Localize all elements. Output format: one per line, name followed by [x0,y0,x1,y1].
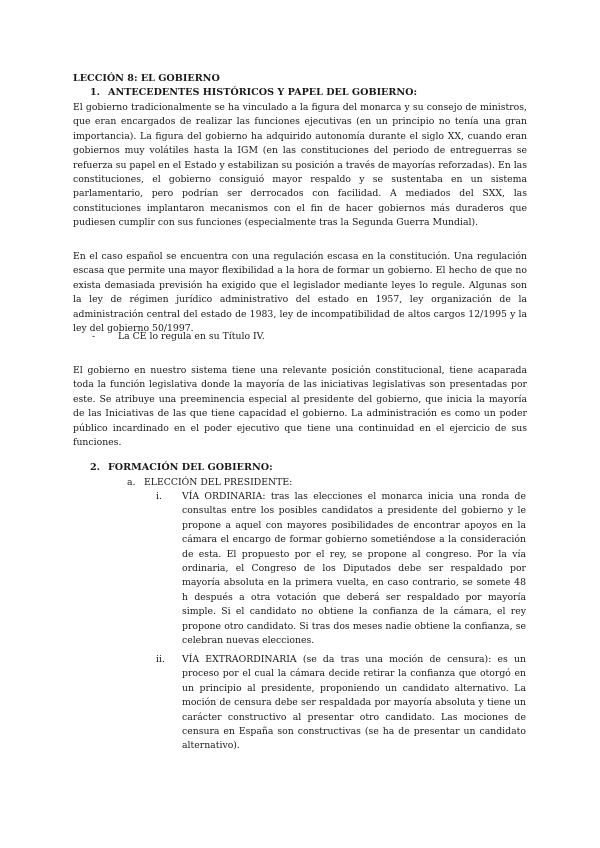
section-1-heading [90,86,417,100]
list-marker-i: i. [156,491,162,502]
section-2-heading [90,461,273,475]
subsection-a-letter: a. [127,477,136,488]
list-item-extraordinary-route [148,653,526,754]
section-2-title: FORMACIÓN DEL GOBIERNO: [108,462,273,473]
list-text-extraordinary-route: VÍA EXTRAORDINARIA (se da tras una moción de censura): es un proceso por el cual la cámara decide retirar la confianza que otorgó en un principio al presidente, proponiendo un candidato alternativo. La moción de censura debe ser respaldada por mayoría absoluta y tiene un carácter constructivo al presentar otro candidato. Las mociones de censura en España son constructivas (se ha de presentar un candidato alternativo). [182,654,526,752]
subsection-a-heading [127,476,292,490]
list-text-ordinary-route: VÍA ORDINARIA: tras las elecciones el monarca inicia una ronda de consultas entre los posibles candidatos a presidente del gobierno y le propone a aquel con mayores posibilidades de encontrar apoyos en la cámara el encargo de formar gobierno sometiéndose a la consideración de esta. El propuesto por el rey, se propone al congreso. Por la vía ordinaria, el Congreso de los Diputados debe ser respaldado por mayoría absoluta en la primera vuelta, en caso contrario, se somete 48 h después a otra votación que deberá ser respaldado por mayoría simple. Si el candidato no obtiene la confianza de la cámara, el rey propone otro candidato. Si tras dos meses nadie obtiene la confianza, se celebran nuevas elecciones. [182,491,526,647]
section-2-number: 2. [90,462,101,473]
lesson-title: LECCIÓN 8: EL GOBIERNO [73,73,220,84]
bullet-text: La CE lo regula en su Título IV. [118,331,265,342]
list-marker-ii: ii. [156,654,165,665]
subsection-a-title: ELECCIÓN DEL PRESIDENTE: [144,477,293,488]
paragraph-spanish-regulation: En el caso español se encuentra con una regulación escasa en la constitución. Una regulación escasa que permite una mayor flexibilidad a la hora de formar un gobierno. El hecho de que no exista demasiada previsión ha exigido que el legislador mediante leyes lo regule. Algunas son la ley de régimen jurídico administrativo del estado en 1957, ley organización de la administración central del estado de 1983, ley de incompatibilidad de altos cargos 12/1995 y la ley del gobierno 50/1997. [73,251,527,335]
section-1-number: 1. [90,87,101,98]
list-item-ordinary-route [148,490,526,648]
paragraph-constitutional-position: El gobierno en nuestro sistema tiene una relevante posición constitucional, tiene acaparada toda la función legislativa donde la mayoría de las iniciativas legislativas son presentadas por este. Se atribuye una preeminencia especial al presidente del gobierno, que inicia la mayoría de las Iniciativas de las que tiene capacidad el gobierno. La administración es como un poder público incardinado en el poder ejecutivo que tiene una continuidad en el ejercicio de sus funciones. [73,365,527,449]
section-1-title: ANTECEDENTES HISTÓRICOS Y PAPEL DEL GOBIERNO: [108,87,418,98]
bullet-item [92,330,265,344]
bullet-dash: - [92,331,96,342]
paragraph-historical-background: El gobierno tradicionalmente se ha vinculado a la figura del monarca y su consejo de ministros, que eran encargados de realizar las funciones ejecutivas (en un principio no tenía una gran importancia). La figura del gobierno ha adquirido autonomía durante el siglo XX, cuando eran gobiernos muy volátiles hasta la IGM (en las constituciones del periodo de entreguerras se refuerza su papel en el Estado y estabilizan su posición a través de mayorías reforzadas). En las constituciones, el gobierno consiguió mayor respaldo y se sustentaba en un sistema parlamentario, pero podrían ser derrocados con facilidad. A mediados del SXX, las constituciones implantaron mecanismos con el fin de hacer gobiernos más duraderos que pudiesen cumplir con sus funciones (especialmente tras la Segunda Guerra Mundial). [73,102,527,229]
